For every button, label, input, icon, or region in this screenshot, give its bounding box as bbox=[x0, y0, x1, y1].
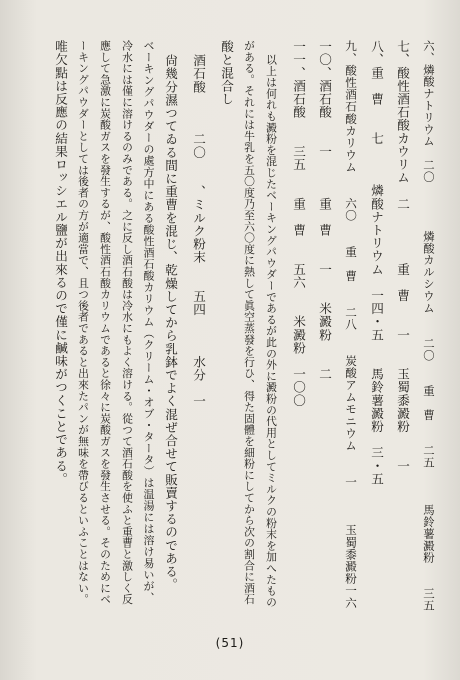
text-line: 九、酸性酒石酸カリウム 六〇 重 曹 二八 炭酸アムモニウム 一 玉蜀黍澱粉一六 bbox=[344, 40, 358, 609]
text-line: ーキングパウダーとしては後者の方が適當で、且つ後者であると出來たパンが無味を帶びるといふことはない。 bbox=[77, 40, 90, 605]
text-line: 八、重 曹 七 燐酸ナトリウム 一四・五 馬鈴薯澱粉 三・五 bbox=[369, 40, 384, 486]
text-line: 冷水には僅に溶けるのみである。之に反し酒石酸は冷水にもよく溶ける。從つて酒石酸を使ふと重曹と激しく反 bbox=[121, 40, 134, 605]
text-line: 唯欠點は反應の結果ロッシエル鹽が出來るので僅に鹹味がつくことである。 bbox=[53, 40, 68, 486]
text-line: 酒石酸 二〇 、ミルク粉末 五四 水分 一 bbox=[191, 54, 206, 408]
text-line: ベーキングパウダーの處方中にある酸性酒石酸カリウム（クリーム・オブ・タータ）は温湯には溶け易いが、 bbox=[142, 40, 155, 604]
text-line: 七、酸性酒石酸カウリム 二 重 曹 一 玉蜀黍澱粉 一 bbox=[395, 40, 410, 473]
text-line: 酸と混合し bbox=[219, 40, 234, 106]
text-line: 以上は何れも澱粉を混じたベーキングパウダーであるが此の外に澱粉の代用としてミルクの粉末を加へたもの bbox=[265, 54, 278, 608]
text-line: 一一、酒石酸 三五 重 曹 五六 米澱粉 一〇〇 bbox=[291, 40, 306, 407]
page-number: (51) bbox=[215, 636, 245, 650]
text-line: 六、燐酸ナトリウム 二〇 燐酸カルシウム 二〇 重 曹 二五 馬鈴薯澱粉 三五 bbox=[422, 40, 436, 612]
text-line: 一〇、酒石酸 一 重 曹 一 米澱粉 二 bbox=[317, 40, 332, 381]
text-line: がある。それには牛乳を五〇度乃至六〇度に熱して眞空蒸發を行ひ、得た固體を細粉にしてから次の割合に酒石 bbox=[243, 40, 256, 605]
text-line: 應して急激に炭酸ガスを發生するが、酸性酒石酸カリウムであると徐々に炭酸ガスを發生させる。そのためにベ bbox=[99, 40, 112, 605]
text-line: 尙幾分濕つてゐる間に重曹を混じ、乾燥してから乳鉢でよく混ぜ合せて販賣するのである。 bbox=[163, 54, 178, 592]
